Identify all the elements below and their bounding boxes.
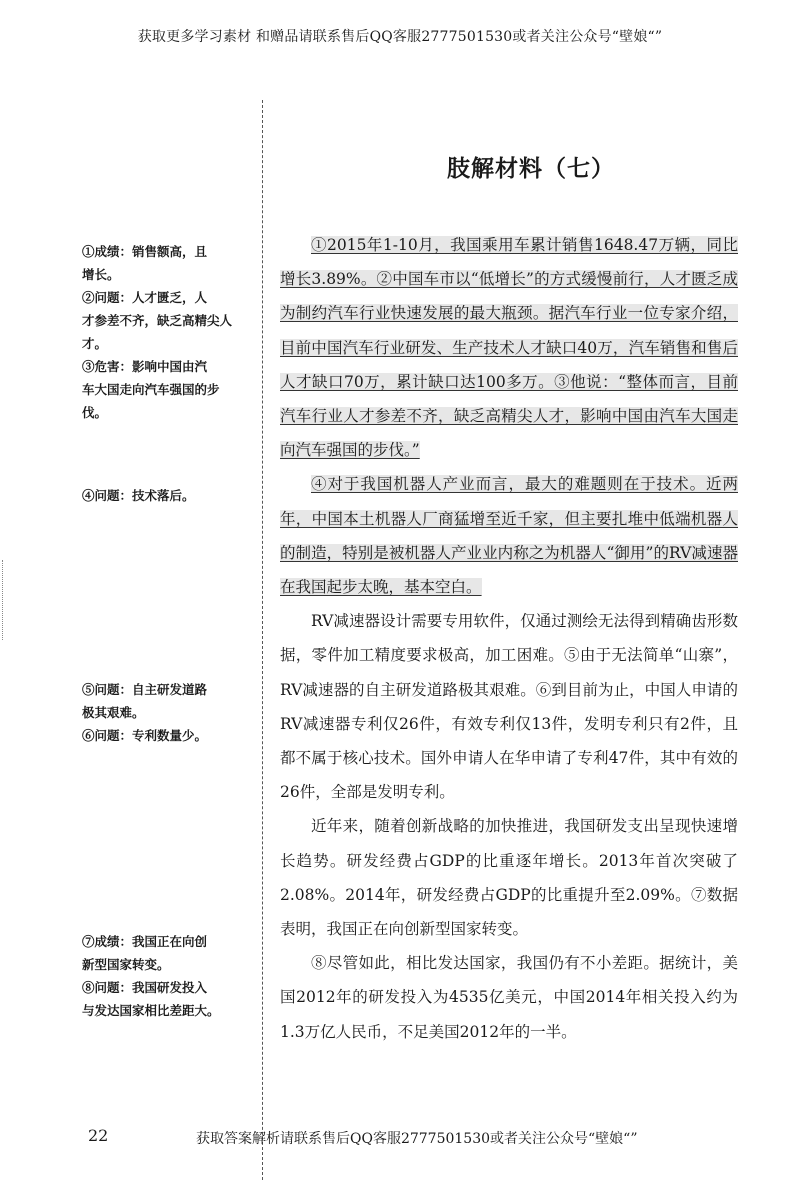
paragraph-3: RV减速器设计需要专用软件，仅通过测绘无法得到精确齿形数据，零件加工精度要求极高，加工困难。⑤由于无法简单“山寨”，RV减速器的自主研发道路极其艰难。⑥到目前为止，中国人申请的RV减速器专利仅26件，有效专利仅13件，发明专利只有2件，且都不属于核心技术。国外申请人在华申请了专利47件，其中有效的26件，全部是发明专利。: [280, 612, 738, 802]
column-divider: [262, 100, 263, 1180]
margin-note-2: [82, 286, 242, 355]
note-line: ②问题：人才匮乏，人: [82, 290, 208, 305]
binding-marks: [2, 560, 7, 640]
page-header: 获取更多学习素材 和赠品请联系售后QQ客服2777501530或者关注公众号“壁娘“”: [137, 29, 663, 45]
paragraph-2: [280, 467, 738, 604]
note-line: ⑦成绩：我国正在向创: [82, 934, 208, 949]
note-line: 新型国家转变。: [82, 957, 170, 972]
note-line: ⑤问题：自主研发道路: [82, 682, 208, 697]
margin-note-1: [82, 240, 242, 286]
note-line: ④问题：技术落后。: [82, 488, 195, 503]
paragraph-5: ⑧尽管如此，相比发达国家，我国仍有不小差距。据统计，美国2012年的研发投入为4535亿美元，中国2014年相关投入约为1.3万亿人民币，不足美国2012年的一半。: [280, 954, 738, 1041]
note-line: 与发达国家相比差距大。: [82, 1003, 220, 1018]
margin-note-8: [82, 976, 242, 1022]
note-line: 才参差不齐，缺乏高精尖人: [82, 313, 233, 328]
note-line: ⑥问题：专利数量少。: [82, 728, 208, 743]
note-line: 极其艰难。: [82, 705, 145, 720]
page-number: 22: [88, 1126, 109, 1145]
paragraph-4: 近年来，随着创新战略的加快推进，我国研发支出呈现快速增长趋势。研发经费占GDP的比重逐年增长。2013年首次突破了2.08%。2014年，研发经费占GDP的比重提升至2.09%。⑦数据表明，我国正在向创新型国家转变。: [280, 817, 738, 939]
article-body: [280, 228, 738, 1049]
note-line: ③危害：影响中国由汽: [82, 359, 208, 374]
margin-note-3: [82, 355, 242, 424]
margin-note-7: [82, 930, 242, 976]
margin-note-4: [82, 484, 242, 507]
note-line: ⑧问题：我国研发投入: [82, 980, 208, 995]
note-line: ①成绩：销售额高，且: [82, 244, 208, 259]
note-line: 伐。: [82, 405, 108, 420]
margin-note-5: [82, 678, 242, 724]
note-line: 增长。: [82, 267, 120, 282]
note-line: 才。: [82, 336, 108, 351]
highlighted-text: ①2015年1-10月，我国乘用车累计销售1648.47万辆，同比增长3.89%。②中国车市以“低增长”的方式缓慢前行，人才匮乏成为制约汽车行业快速发展的最大瓶颈。据汽车行业一位专家介绍，目前中国汽车行业研发、生产技术人才缺口40万，汽车销售和售后人才缺口70万，累计缺口达100多万。③他说：“整体而言，目前汽车行业人才参差不齐，缺乏高精尖人才，影响中国由汽车大国走向汽车强国的步伐。”: [280, 236, 738, 460]
page-footer: 获取答案解析请联系售后QQ客服2777501530或者关注公众号“壁娘“”: [196, 1131, 638, 1147]
page-title: 肢解材料（七）: [447, 156, 615, 182]
highlighted-text: ④对于我国机器人产业而言，最大的难题则在于技术。近两年，中国本土机器人厂商猛增至近千家，但主要扎堆中低端机器人的制造，特别是被机器人产业业内称之为机器人“御用”的RV减速器在我国起步太晚，基本空白。: [280, 475, 738, 597]
note-line: 车大国走向汽车强国的步: [82, 382, 220, 397]
margin-note-6: [82, 724, 242, 747]
paragraph-1: [280, 228, 738, 467]
